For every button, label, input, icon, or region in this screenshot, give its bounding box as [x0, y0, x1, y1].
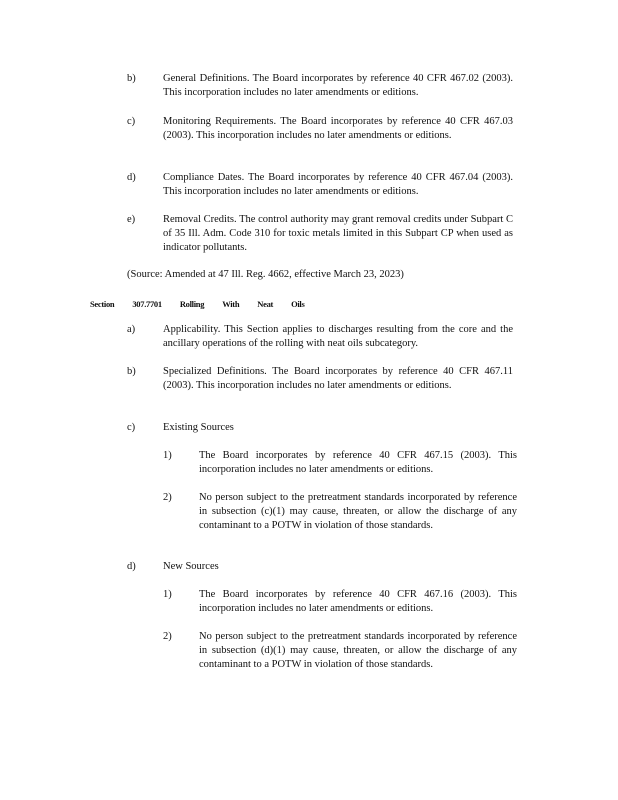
item-text: Applicability. This Section applies to discharges resulting from the core and the ancillary operations of the rolling with neat oils subcategory.	[163, 324, 513, 349]
subitem-text: The Board incorporates by reference 40 CFR 467.16 (2003). This incorporation includes no later amendments or editions.	[199, 589, 517, 614]
item-label: b)	[127, 73, 136, 84]
section-title-word: Neat	[257, 299, 274, 309]
subitem-text: The Board incorporates by reference 40 CFR 467.15 (2003). This incorporation includes no later amendments or editions.	[199, 450, 517, 475]
subitem-text: No person subject to the pretreatment standards incorporated by reference in subsection (d)(1) may cause, threaten, or allow the discharge of any contaminant to a POTW in violation of those standards.	[199, 631, 517, 670]
subsection-heading: New Sources	[163, 561, 219, 572]
item-text: General Definitions. The Board incorporates by reference 40 CFR 467.02 (2003). This incorporation includes no later amendments or editions.	[163, 73, 513, 98]
item-label: a)	[127, 324, 136, 335]
subitem-label: 2)	[163, 631, 172, 642]
section-number: 307.7701	[132, 299, 162, 309]
item-text: Removal Credits. The control authority may grant removal credits under Subpart C of 35 Ill. Adm. Code 310 for toxic metals limited in this Subpart CP when used as indicator pollutants.	[163, 214, 513, 253]
subsection-heading: Existing Sources	[163, 422, 234, 433]
item-label: e)	[127, 214, 136, 225]
item-label: c)	[127, 422, 136, 433]
section-word: Section	[90, 299, 115, 309]
subitem-label: 1)	[163, 450, 172, 461]
item-text: Compliance Dates. The Board incorporates by reference 40 CFR 467.04 (2003). This incorporation includes no later amendments or editions.	[163, 172, 513, 197]
section-title-word: Oils	[291, 299, 305, 309]
section-title-word: With	[222, 299, 240, 309]
section-title-word: Rolling	[179, 299, 205, 309]
item-label: d)	[127, 561, 136, 572]
subitem-label: 2)	[163, 492, 172, 503]
section-heading	[90, 297, 305, 311]
subitem-label: 1)	[163, 589, 172, 600]
item-text: Monitoring Requirements. The Board incorporates by reference 40 CFR 467.03 (2003). This incorporation includes no later amendments or editions.	[163, 116, 513, 141]
item-label: d)	[127, 172, 136, 183]
item-text: Specialized Definitions. The Board incorporates by reference 40 CFR 467.11 (2003). This incorporation includes no later amendments or editions.	[163, 366, 513, 391]
subitem-text: No person subject to the pretreatment standards incorporated by reference in subsection (c)(1) may cause, threaten, or allow the discharge of any contaminant to a POTW in violation of those standards.	[199, 492, 517, 531]
item-label: b)	[127, 366, 136, 377]
item-label: c)	[127, 116, 136, 127]
source-note: (Source: Amended at 47 Ill. Reg. 4662, effective March 23, 2023)	[127, 269, 404, 280]
